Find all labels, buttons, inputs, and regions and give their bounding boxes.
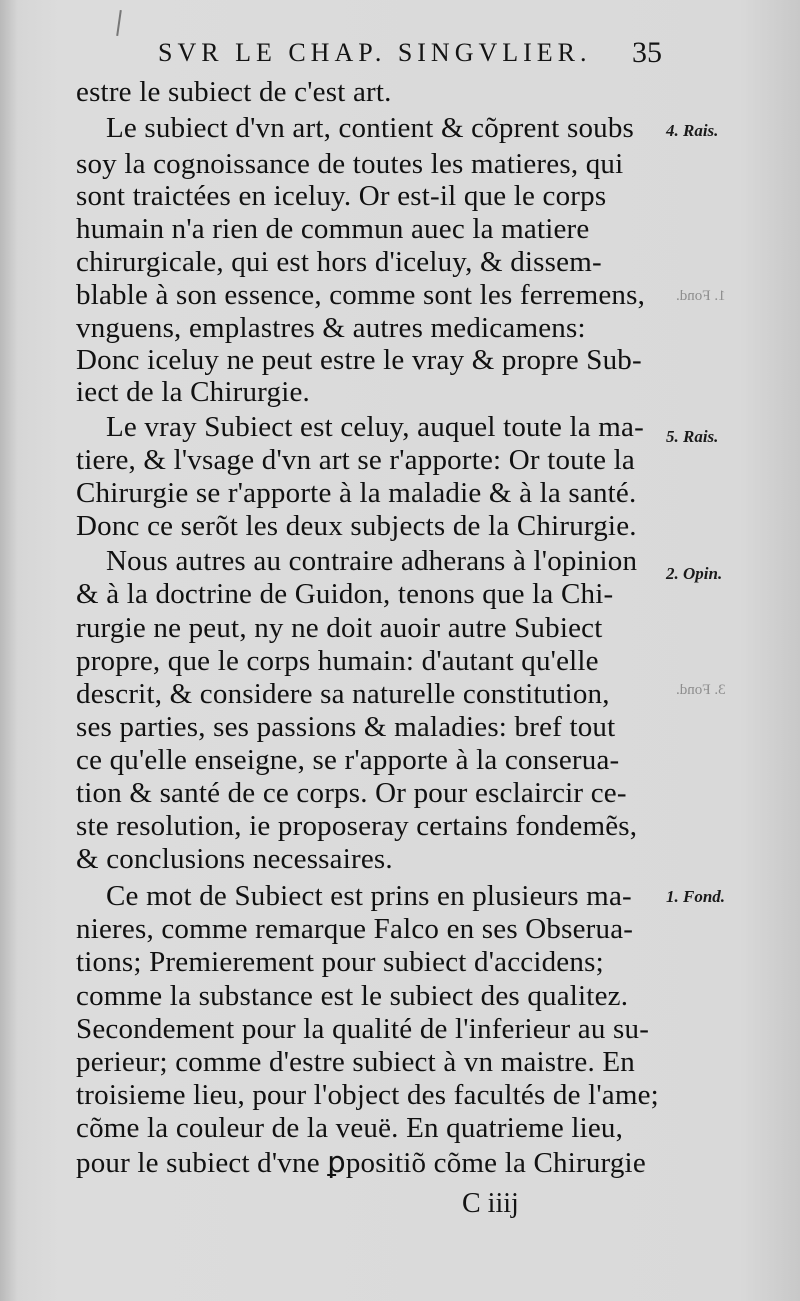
text-line: troisieme lieu, pour l'object des facultés de l'ame; xyxy=(76,1079,659,1111)
text-line: soy la cognoissance de toutes les matieres, qui xyxy=(76,148,624,180)
text-line: comme la substance est le subiect des qualitez. xyxy=(76,980,629,1012)
margin-note: 2. Opin. xyxy=(666,564,723,583)
margin-note: 1. Fond. xyxy=(666,887,726,906)
text-line: rurgie ne peut, ny ne doit auoir autre Subiect xyxy=(76,612,603,644)
show-through-text: 1. Fond. xyxy=(676,288,726,304)
margin-note: 4. Rais. xyxy=(666,121,719,140)
text-line: cõme la couleur de la veuë. En quatrieme lieu, xyxy=(76,1112,624,1144)
text-line: & à la doctrine de Guidon, tenons que la Chi- xyxy=(76,578,614,610)
page-number: 35 xyxy=(632,36,662,69)
text-line: tion & santé de ce corps. Or pour esclaircir ce- xyxy=(76,777,627,809)
text-line: vnguens, emplastres & autres medicamens: xyxy=(76,312,586,344)
text-line: ses parties, ses passions & maladies: bref tout xyxy=(76,711,616,743)
text-line: & conclusions necessaires. xyxy=(76,843,393,875)
text-line: sont traictées en iceluy. Or est-il que le corps xyxy=(76,180,607,212)
text-line: blable à son essence, comme sont les ferremens, xyxy=(76,279,646,311)
text-line: Donc iceluy ne peut estre le vray & propre Sub- xyxy=(76,344,642,376)
text-line: tions; Premierement pour subiect d'accidens; xyxy=(76,946,604,978)
text-line: Chirurgie se r'apporte à la maladie & à la santé. xyxy=(76,477,637,509)
text-line: tiere, & l'vsage d'vn art se r'apporte: Or toute la xyxy=(76,444,635,476)
text-line: Secondement pour la qualité de l'inferieur au su- xyxy=(76,1013,650,1045)
text-line: Ce mot de Subiect est prins en plusieurs ma- xyxy=(106,880,632,912)
text-line: pour le subiect d'vne ꝑpositiõ cõme la Chirurgie xyxy=(76,1147,646,1179)
text-line: Donc ce serõt les deux subjects de la Chirurgie. xyxy=(76,510,637,542)
running-head: SVR LE CHAP. SINGVLIER. xyxy=(158,38,592,67)
text-line: nieres, comme remarque Falco en ses Obserua- xyxy=(76,913,634,945)
text-line: Nous autres au contraire adherans à l'opinion xyxy=(106,545,638,577)
text-line: estre le subiect de c'est art. xyxy=(76,76,392,108)
text-line: perieur; comme d'estre subiect à vn maistre. En xyxy=(76,1046,635,1078)
signature-mark: C iiij xyxy=(462,1188,519,1219)
margin-note: 5. Rais. xyxy=(666,427,719,446)
text-line: humain n'a rien de commun auec la matiere xyxy=(76,213,590,245)
ink-mark xyxy=(116,10,122,36)
text-line: Le subiect d'vn art, contient & cõprent soubs xyxy=(106,112,635,144)
text-line: ce qu'elle enseigne, se r'apporte à la conserua- xyxy=(76,744,620,776)
show-through-text: 3. Fond. xyxy=(676,682,726,698)
text-line: Le vray Subiect est celuy, auquel toute la ma- xyxy=(106,411,644,443)
text-line: chirurgicale, qui est hors d'iceluy, & dissem- xyxy=(76,246,602,278)
text-line: propre, que le corps humain: d'autant qu'elle xyxy=(76,645,599,677)
text-line: iect de la Chirurgie. xyxy=(76,376,310,408)
text-line: ste resolution, ie proposeray certains fondemẽs, xyxy=(76,810,638,842)
text-line: descrit, & considere sa naturelle constitution, xyxy=(76,678,610,710)
